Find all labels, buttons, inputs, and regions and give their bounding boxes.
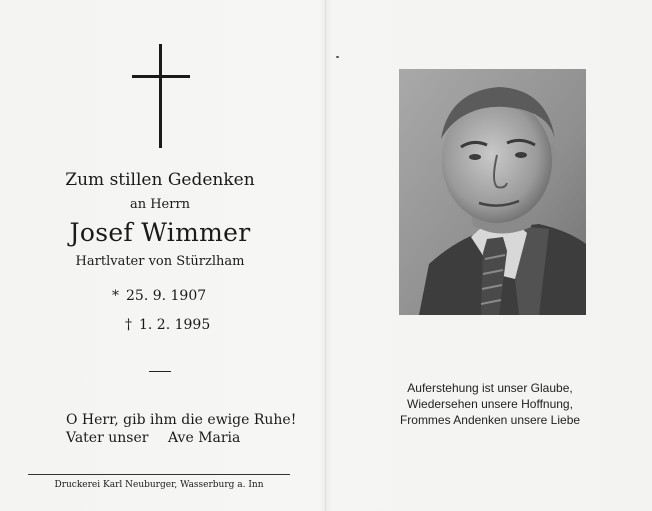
salutation: an Herrn	[129, 197, 191, 212]
card-fold	[325, 0, 326, 511]
birth-symbol: *	[112, 288, 119, 304]
memorial-heading: Zum stillen Gedenken	[65, 170, 255, 190]
birth-date-line	[112, 288, 206, 304]
verse-line-3: Frommes Andenken unsere Liebe	[399, 413, 581, 427]
death-date-line	[125, 317, 210, 333]
footer-rule	[28, 474, 290, 475]
prayer-line: O Herr, gib ihm die ewige Ruhe!	[66, 412, 297, 428]
separator-dash	[149, 371, 171, 372]
deceased-title: Hartlvater von Stürzlham	[75, 254, 245, 269]
printer-credit: Druckerei Karl Neuburger, Wasserburg a. Inn	[54, 480, 264, 490]
birth-date: 25. 9. 1907	[126, 288, 207, 304]
paper-speck	[336, 56, 339, 58]
cross-icon	[132, 44, 190, 148]
death-date: 1. 2. 1995	[139, 317, 211, 333]
verse-line-1: Auferstehung ist unser Glaube,	[407, 381, 573, 395]
prayer-ave-maria: Ave Maria	[168, 430, 241, 446]
portrait-photo	[399, 69, 586, 315]
death-symbol: †	[125, 317, 132, 333]
deceased-name: Josef Wimmer	[69, 218, 251, 247]
verse-line-2: Wiedersehen unsere Hoffnung,	[407, 397, 573, 411]
prayer-vater-unser: Vater unser	[66, 430, 149, 446]
